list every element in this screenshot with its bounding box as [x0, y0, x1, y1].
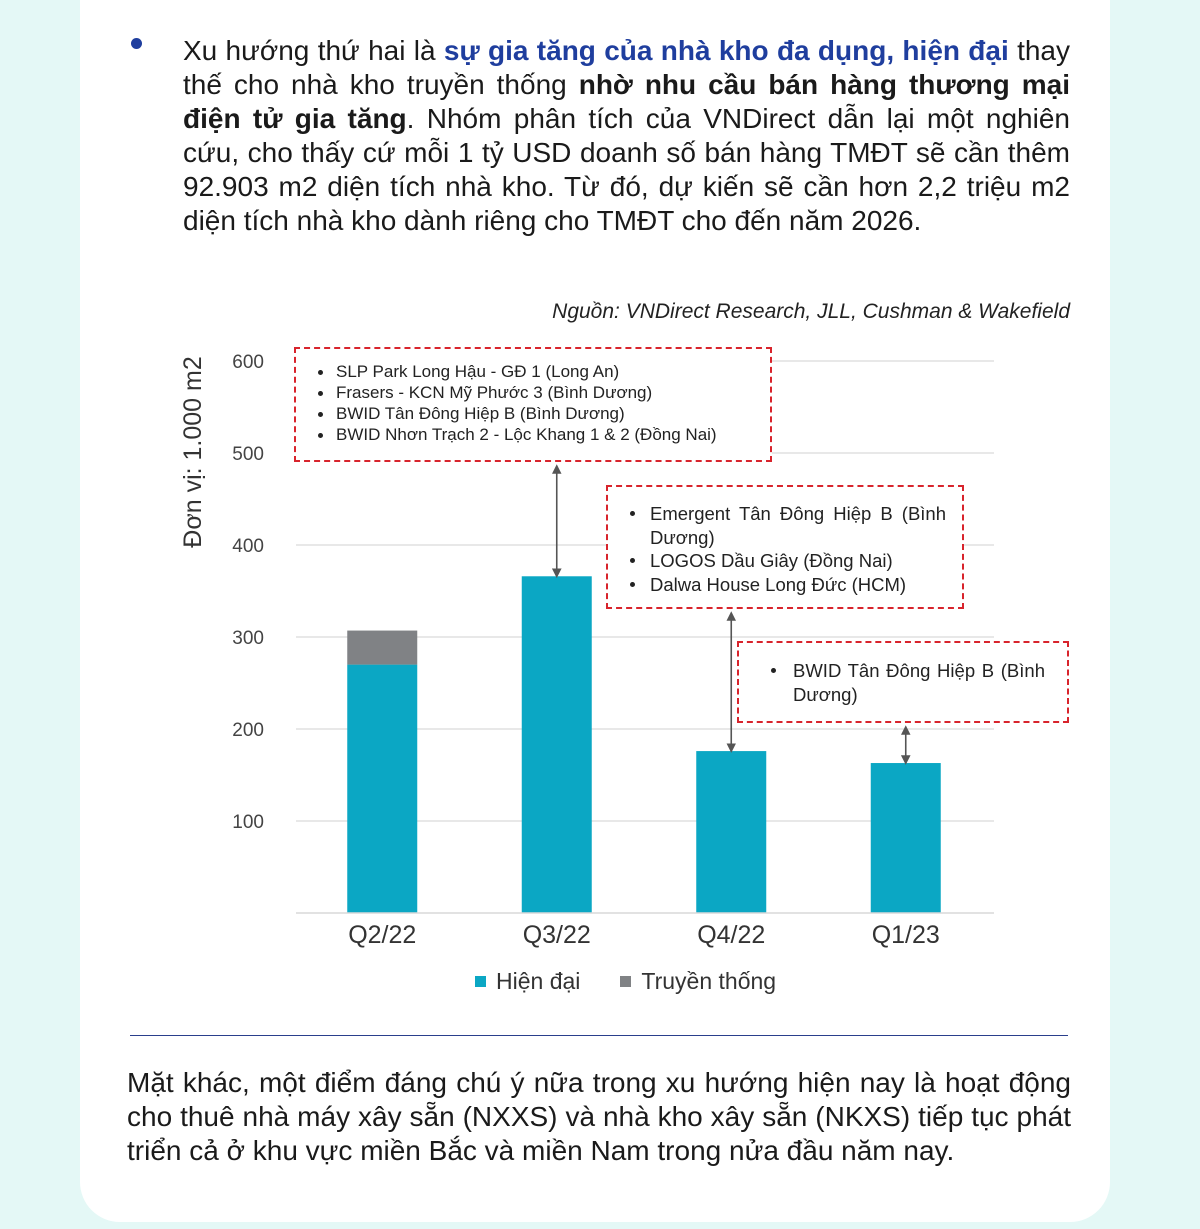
legend-swatch-modern	[475, 976, 486, 987]
y-tick-label: 600	[232, 352, 264, 373]
annotation-item: BWID Tân Đông Hiệp B (Bình Dương)	[761, 659, 1045, 707]
annotation-item: Dalwa House Long Đức (HCM)	[620, 573, 946, 597]
legend-swatch-traditional	[620, 976, 631, 987]
x-tick-label: Q2/22	[348, 921, 417, 949]
legend-label-traditional: Truyền thống	[641, 968, 777, 994]
bar	[522, 576, 592, 913]
annotation-q4-22	[606, 485, 964, 609]
y-tick-label: 200	[232, 720, 264, 741]
annotation-item: BWID Tân Đông Hiệp B (Bình Dương)	[308, 403, 760, 424]
annotation-item: BWID Nhơn Trạch 2 - Lộc Khang 1 & 2 (Đồng Nai)	[308, 424, 760, 445]
x-tick-label: Q1/23	[871, 921, 940, 949]
annotation-item: SLP Park Long Hậu - GĐ 1 (Long An)	[308, 361, 760, 382]
annotation-q3-22	[294, 347, 772, 462]
paragraph-1-highlight: sự gia tăng của nhà kho đa dụng, hiện đại	[443, 35, 1009, 66]
paragraph-2: Mặt khác, một điểm đáng chú ý nữa trong xu hướng hiện nay là hoạt động cho thuê nhà máy xây sẵn (NXXS) và nhà kho xây sẵn (NKXS) tiếp tục phát triển cả ở khu vực miền Bắc và miền Nam trong nửa đầu năm nay.	[127, 1067, 1071, 1166]
x-tick-label: Q4/22	[697, 921, 766, 949]
annotation-item: LOGOS Dầu Giây (Đồng Nai)	[620, 549, 946, 573]
y-tick-label: 100	[232, 812, 264, 833]
section-divider	[130, 1035, 1068, 1036]
legend-label-modern: Hiện đại	[496, 968, 581, 994]
legend-item-modern	[475, 968, 580, 995]
paragraph-1-text-2: thay thế cho nhà kho truyền thống	[183, 35, 1070, 100]
bar	[347, 631, 417, 665]
paragraph-1-text-1: Xu hướng thứ hai là	[183, 35, 444, 66]
source-note: Nguồn: VNDirect Research, JLL, Cushman & Wakefield	[552, 300, 1070, 323]
bar	[696, 751, 766, 913]
chart-legend	[475, 968, 816, 995]
paragraph-1-bold: nhờ nhu cầu bán hàng thương mại điện tử gia tăng	[183, 69, 1071, 134]
annotation-q1-23	[737, 641, 1069, 723]
paragraph-1-text-3: . Nhóm phân tích của VNDirect dẫn lại một nghiên cứu, cho thấy cứ mỗi 1 tỷ USD doanh số bán hàng TMĐT sẽ cần thêm 92.903 m2 diện tích nhà kho. Từ đó, dự kiến sẽ cần hơn 2,2 triệu m2 diện tích nhà kho dành riêng cho TMĐT cho đến năm 2026.	[183, 103, 1070, 236]
bar	[871, 763, 941, 913]
y-tick-label: 500	[232, 444, 264, 465]
y-tick-label: 400	[232, 536, 264, 557]
legend-item-traditional	[620, 968, 776, 995]
x-tick-label: Q3/22	[522, 921, 591, 949]
bar	[347, 665, 417, 913]
y-axis-label: Đơn vị: 1.000 m2	[179, 356, 207, 548]
annotation-item: Emergent Tân Đông Hiệp B (Bình Dương)	[620, 502, 946, 549]
annotation-item: Frasers - KCN Mỹ Phước 3 (Bình Dương)	[308, 382, 760, 403]
y-tick-label: 300	[232, 628, 264, 649]
